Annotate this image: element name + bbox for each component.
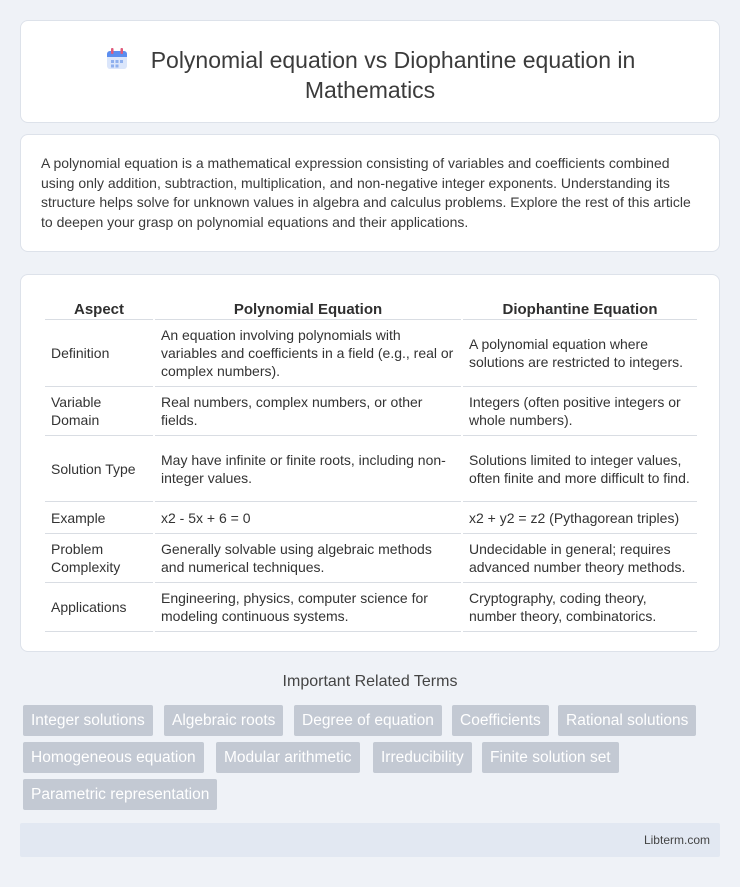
tag-degree-of-equation[interactable]: Degree of equation bbox=[294, 705, 442, 736]
table-row bbox=[45, 583, 697, 632]
footer bbox=[20, 823, 720, 857]
intro-card bbox=[20, 134, 720, 252]
header-polynomial: Polynomial Equation bbox=[155, 293, 461, 320]
title-line-2: Mathematics bbox=[304, 77, 436, 103]
row-polynomial: Real numbers, complex numbers, or other fields. bbox=[155, 387, 461, 436]
row-polynomial: x2 - 5x + 6 = 0 bbox=[155, 502, 461, 534]
row-polynomial: Engineering, physics, computer science for modeling continuous systems. bbox=[155, 583, 461, 632]
comparison-card bbox=[20, 274, 720, 652]
header-card bbox=[20, 20, 720, 123]
row-aspect: Solution Type bbox=[45, 436, 153, 502]
row-aspect: Definition bbox=[45, 320, 153, 387]
row-aspect: Problem Complexity bbox=[45, 534, 153, 583]
row-aspect: Example bbox=[45, 502, 153, 534]
header-aspect: Aspect bbox=[45, 293, 153, 320]
row-diophantine: Solutions limited to integer values, often finite and more difficult to find. bbox=[463, 436, 697, 502]
row-polynomial: May have infinite or finite roots, including non-integer values. bbox=[155, 436, 461, 502]
tag-homogeneous-equation[interactable]: Homogeneous equation bbox=[23, 742, 204, 773]
table-header-row bbox=[45, 293, 697, 320]
footer-brand[interactable]: Libterm.com bbox=[643, 833, 710, 847]
related-terms-title: Important Related Terms bbox=[282, 673, 458, 690]
row-diophantine: Integers (often positive integers or whole numbers). bbox=[463, 387, 697, 436]
row-aspect: Variable Domain bbox=[45, 387, 153, 436]
table-row bbox=[45, 534, 697, 583]
header-diophantine: Diophantine Equation bbox=[463, 293, 697, 320]
table-row bbox=[45, 387, 697, 436]
row-diophantine: x2 + y2 = z2 (Pythagorean triples) bbox=[463, 502, 697, 534]
tag-finite-solution-set[interactable]: Finite solution set bbox=[482, 742, 619, 773]
tag-rational-solutions[interactable]: Rational solutions bbox=[558, 705, 696, 736]
page-title bbox=[21, 45, 719, 105]
tag-coefficients[interactable]: Coefficients bbox=[452, 705, 549, 736]
tag-parametric-representation[interactable]: Parametric representation bbox=[23, 779, 217, 810]
row-polynomial: An equation involving polynomials with variables and coefficients in a field (e.g., real or complex numbers). bbox=[155, 320, 461, 387]
row-diophantine: A polynomial equation where solutions are restricted to integers. bbox=[463, 320, 697, 387]
tag-modular-arithmetic[interactable]: Modular arithmetic bbox=[216, 742, 360, 773]
row-diophantine: Cryptography, coding theory, number theory, combinatorics. bbox=[463, 583, 697, 632]
title-line-1: Polynomial equation vs Diophantine equation in bbox=[150, 47, 636, 73]
comparison-table bbox=[43, 293, 699, 632]
tag-irreducibility[interactable]: Irreducibility bbox=[373, 742, 472, 773]
intro-text: A polynomial equation is a mathematical expression consisting of variables and coefficients combined using only addition, subtraction, multiplication, and non-negative integer exponents. Understanding its structure helps solve for unknown values in algebra and calculus problems. Explore the rest of this article to deepen your grasp on polynomial equations and their applications. bbox=[41, 155, 691, 230]
table-row bbox=[45, 502, 697, 534]
calendar-icon bbox=[105, 47, 129, 71]
table-row bbox=[45, 320, 697, 387]
tag-integer-solutions[interactable]: Integer solutions bbox=[23, 705, 153, 736]
table-row bbox=[45, 436, 697, 502]
row-diophantine: Undecidable in general; requires advanced number theory methods. bbox=[463, 534, 697, 583]
row-aspect: Applications bbox=[45, 583, 153, 632]
tag-algebraic-roots[interactable]: Algebraic roots bbox=[164, 705, 283, 736]
row-polynomial: Generally solvable using algebraic methods and numerical techniques. bbox=[155, 534, 461, 583]
